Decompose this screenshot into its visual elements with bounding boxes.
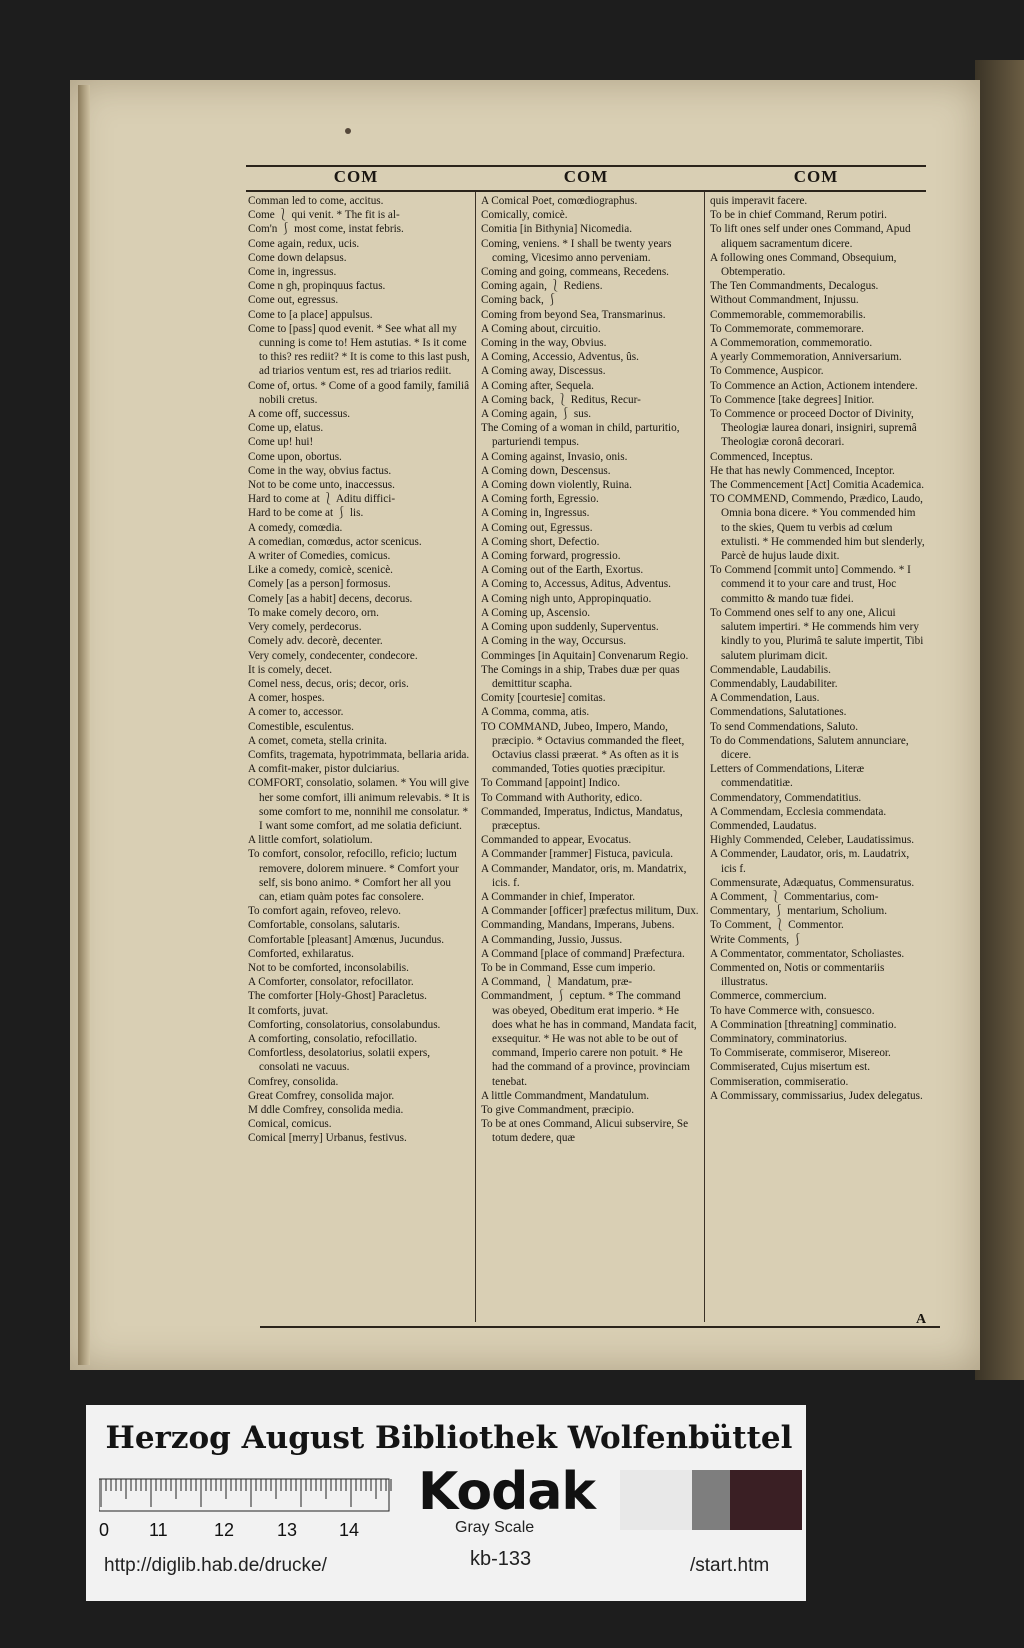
dictionary-entry: To be in Command, Esse cum imperio. — [481, 961, 656, 974]
dictionary-column-3 — [710, 194, 926, 1324]
dictionary-entry: Commenced, Inceptus. — [710, 450, 813, 463]
dictionary-entry: A Coming in, Ingressus. — [481, 507, 590, 520]
dictionary-entry: Letters of Commendations, Literæ commendatitiæ. — [710, 763, 865, 790]
dictionary-entry: To send Commendations, Saluto. — [710, 720, 859, 733]
dictionary-entry: A Coming up, Ascensio. — [481, 606, 591, 619]
dictionary-entry: Comfortable [pleasant] Amœnus, Jucundus. — [248, 933, 445, 946]
dictionary-entry: M ddle Comfrey, consolida media. — [248, 1104, 404, 1116]
ruler-number: 12 — [214, 1520, 235, 1540]
dictionary-entry: Coming again, ⎱ Rediens. — [481, 280, 603, 293]
shelfmark: kb-133 — [470, 1548, 532, 1570]
dictionary-entry: A comforting, consolatio, refocillatio. — [248, 1032, 418, 1045]
dictionary-entry: Come out, egressus. — [248, 294, 339, 307]
dictionary-entry: Comity [courtesie] comitas. — [481, 692, 606, 705]
dictionary-entry: Come ⎱ qui venit. * The fit is al- — [248, 209, 400, 222]
dictionary-entry: The Comings in a ship, Trabes duæ per quas demittitur scapha. — [481, 663, 680, 690]
dictionary-entry: A Commentator, commentator, Scholiastes. — [710, 947, 905, 960]
dictionary-entry: Commiserated, Cujus misertum est. — [710, 1061, 871, 1074]
dictionary-entry: To Commence [take degrees] Initior. — [710, 393, 875, 406]
dictionary-entry: To comfort, consolor, refocillo, reficio; luctum removere, dolorem minuere. * Comfort your self, sis bono animo. * Comfort her all you can, etiam quàm potes fac consolere. — [248, 848, 459, 903]
dictionary-entry: Come upon, obortus. — [248, 450, 342, 463]
measurement-ruler — [99, 1475, 399, 1513]
kodak-logo: Kodak — [418, 1462, 595, 1522]
dictionary-entry: A Coming down, Descensus. — [481, 464, 611, 477]
dictionary-entry: Like a comedy, comicè, scenicè. — [248, 564, 393, 577]
dictionary-entry: A writer of Comedies, comicus. — [248, 550, 391, 563]
dictionary-entry: quis imperavit facere. — [710, 195, 808, 207]
dictionary-entry: It comforts, juvat. — [248, 1004, 329, 1017]
signature-mark: A — [916, 1312, 927, 1327]
dictionary-entry: Comestible, esculentus. — [248, 720, 354, 733]
dictionary-entry: To lift ones self under ones Command, Apud aliquem sacramentum dicere. — [710, 223, 911, 250]
dictionary-entry: A comedy, comœdia. — [248, 521, 343, 534]
dictionary-entry: To Commence, Auspicor. — [710, 365, 824, 378]
dictionary-column-1 — [248, 194, 470, 1324]
page-speck — [345, 128, 351, 134]
dictionary-entry: To have Commerce with, consuesco. — [710, 1004, 875, 1017]
ruler-number: 0 — [99, 1520, 110, 1540]
archive-url: http://diglib.hab.de/drucke/ — [104, 1555, 327, 1576]
dictionary-entry: A Comforter, consolator, refocillator. — [248, 976, 414, 989]
dictionary-entry: A Comical Poet, comœdiographus. — [481, 195, 638, 207]
dictionary-column-2 — [481, 194, 699, 1324]
dictionary-entry: Commensurate, Adæquatus, Commensuratus. — [710, 876, 915, 889]
dictionary-entry: A Coming to, Accessus, Aditus, Adventus. — [481, 578, 671, 591]
dictionary-entry: A Coming in the way, Occursus. — [481, 635, 627, 648]
dictionary-entry: Comminatory, comminatorius. — [710, 1032, 847, 1045]
dictionary-entry: To Commiserate, commiseror, Misereor. — [710, 1047, 891, 1060]
dictionary-entry: A yearly Commemoration, Anniversarium. — [710, 351, 902, 364]
dictionary-entry: A Coming upon suddenly, Superventus. — [481, 621, 659, 634]
dictionary-entry: Hard to come at ⎱ Aditu diffici- — [248, 493, 396, 506]
dictionary-entry: Comically, comicè. — [481, 209, 568, 222]
dictionary-entry: Comitia [in Bithynia] Nicomedia. — [481, 223, 633, 236]
dictionary-entry: Commerce, commercium. — [710, 990, 827, 1003]
dictionary-entry: Come of, ortus. * Come of a good family, familiâ nobili cretus. — [248, 379, 470, 406]
dictionary-entry: A Coming after, Sequela. — [481, 379, 594, 392]
dictionary-entry: He that has newly Commenced, Inceptor. — [710, 464, 895, 477]
dictionary-entry: A Coming short, Defectio. — [481, 535, 600, 548]
dictionary-entry: A Coming again, ⎰ sus. — [481, 408, 592, 421]
dictionary-entry: A Comma, comma, atis. — [481, 706, 590, 719]
dictionary-entry: The Ten Commandments, Decalogus. — [710, 280, 879, 293]
dictionary-entry: Come up! hui! — [248, 436, 314, 449]
dictionary-entry: A Commissary, commissarius, Judex delegatus. — [710, 1089, 923, 1102]
dictionary-entry: Comminges [in Aquitain] Convenarum Regio. — [481, 649, 689, 662]
dictionary-entry: Commendations, Salutationes. — [710, 706, 847, 719]
dictionary-entry: A Commander, Mandator, oris, m. Mandatrix, icis. f. — [481, 862, 687, 889]
dictionary-entry: Comfits, tragemata, hypotrimmata, bellaria arida. — [248, 748, 470, 761]
dictionary-entry: Comforted, exhilaratus. — [248, 947, 354, 960]
gray-swatch-dark — [730, 1470, 802, 1530]
dictionary-entry: Very comely, perdecorus. — [248, 621, 362, 634]
dictionary-entry: A Commander in chief, Imperator. — [481, 890, 636, 903]
dictionary-entry: A comet, cometa, stella crinita. — [248, 734, 387, 747]
dictionary-entry: Comfrey, consolida. — [248, 1075, 339, 1088]
dictionary-entry: Comforting, consolatorius, consolabundus. — [248, 1018, 441, 1031]
dictionary-entry: Commented on, Notis or commentariis illustratus. — [710, 961, 885, 989]
dictionary-entry: A Commemoration, commemoratio. — [710, 337, 873, 350]
ruler-number: 11 — [149, 1520, 168, 1540]
dictionary-entry: TO COMMAND, Jubeo, Impero, Mando, præcipio. * Octavius commanded the fleet, Octavius classi præerat. * As often as it is commanded, Toties quoties præcipitur. — [481, 720, 685, 776]
dictionary-entry: Coming in the way, Obvius. — [481, 337, 607, 350]
dictionary-entry: Commiseration, commiseratio. — [710, 1075, 849, 1088]
dictionary-entry: A comer, hospes. — [248, 692, 325, 705]
library-name: Herzog August Bibliothek Wolfenbüttel — [105, 1420, 793, 1456]
dictionary-entry: To Commend [commit unto] Commendo. * I commend it to your care and trust, Hoc committo & mando tuæ fidei. — [710, 564, 911, 605]
gray-scale-label: Gray Scale — [455, 1519, 535, 1536]
dictionary-entry: Comfortless, desolatorius, solatii expers, consolati ne vacuus. — [248, 1047, 431, 1074]
dictionary-entry: The Commencement [Act] Comitia Academica. — [710, 479, 925, 492]
header-col2: COM — [563, 167, 609, 186]
dictionary-entry: A Command, ⎱ Mandatum, præ- — [481, 976, 633, 989]
ruler-number: 14 — [339, 1520, 360, 1540]
dictionary-entry: A Coming out, Egressus. — [481, 521, 593, 534]
dictionary-entry: A Coming forth, Egressio. — [481, 493, 599, 506]
dictionary-entry: Comely adv. decorè, decenter. — [248, 635, 383, 648]
dictionary-entry: COMFORT, consolatio, solamen. * You will give her some comfort, illi animum relevabis. * It is some comfort to me, nonnihil me consolatur. * I want some comfort, ad me solatia deficiunt. — [248, 777, 470, 832]
dictionary-entry: Commemorable, commemorabilis. — [710, 308, 866, 321]
dictionary-entry: Come down delapsus. — [248, 251, 347, 264]
dictionary-entry: Come n gh, propinquus factus. — [248, 280, 386, 293]
dictionary-entry: Com'n ⎰ most come, instat febris. — [248, 223, 404, 236]
column-rule — [475, 192, 476, 1322]
dictionary-entry: A comedian, comœdus, actor scenicus. — [248, 535, 422, 548]
dictionary-entry: A Commanding, Jussio, Jussus. — [481, 933, 623, 946]
dictionary-entry: Commendatory, Commendatitius. — [710, 791, 862, 804]
dictionary-entry: A Coming, Accessio, Adventus, ûs. — [481, 351, 639, 364]
ruler-number: 13 — [277, 1520, 298, 1540]
dictionary-entry: A Coming about, circuitio. — [481, 322, 601, 335]
dictionary-entry: A Commander [officer] præfectus militum, Dux. — [481, 905, 699, 918]
facing-page-edge — [975, 60, 1024, 1380]
dictionary-entry: A Comment, ⎱ Commentarius, com- — [710, 890, 879, 903]
dictionary-entry: Coming from beyond Sea, Transmarinus. — [481, 308, 666, 321]
dictionary-entry: To Commence or proceed Doctor of Divinity, Theologiæ laurea donari, insigniri, supremâ Theologiæ coronâ decorari. — [710, 408, 917, 449]
dictionary-entry: To give Commandment, præcipio. — [481, 1104, 635, 1116]
dictionary-entry: A come off, successus. — [248, 408, 351, 421]
dictionary-entry: The Coming of a woman in child, parturitio, parturiendi tempus. — [481, 422, 680, 449]
dictionary-entry: Come up, elatus. — [248, 422, 324, 435]
dictionary-entry: A Coming down violently, Ruina. — [481, 479, 632, 492]
dictionary-entry: A comfit-maker, pistor dulciarius. — [248, 763, 400, 776]
dictionary-entry: Commendable, Laudabilis. — [710, 663, 831, 676]
dictionary-entry: A Coming nigh unto, Appropinquatio. — [481, 592, 652, 605]
dictionary-entry: Commendably, Laudabiliter. — [710, 677, 838, 690]
header-col3: COM — [793, 167, 839, 186]
dictionary-entry: To be in chief Command, Rerum potiri. — [710, 209, 887, 222]
dictionary-entry: Great Comfrey, consolida major. — [248, 1089, 395, 1102]
dictionary-entry: Commanded, Imperatus, Indictus, Mandatus, præceptus. — [481, 805, 683, 832]
dictionary-entry: Without Commandment, Injussu. — [710, 294, 859, 307]
header-col1: COM — [333, 167, 379, 186]
dictionary-entry: Come in, ingressus. — [248, 266, 337, 279]
dictionary-entry: The comforter [Holy-Ghost] Paracletus. — [248, 990, 427, 1003]
dictionary-entry: To Comment, ⎱ Commentor. — [710, 919, 844, 932]
column-rule — [704, 192, 705, 1322]
dictionary-entry: Commended, Laudatus. — [710, 819, 817, 832]
dictionary-entry: Come again, redux, ucis. — [248, 237, 360, 250]
dictionary-entry: TO COMMEND, Commendo, Prædico, Laudo, Omnia bona dicere. * You commended him to the skies, Quem tu verbis ad cœlum extulisti. * He commended him but slenderly, Parcè de hujus laude dixit. — [710, 493, 925, 563]
dictionary-entry: A Commination [threatning] comminatio. — [710, 1018, 897, 1031]
gray-swatch-mid — [692, 1470, 730, 1530]
dictionary-entry: A Coming back, ⎱ Reditus, Recur- — [481, 393, 641, 406]
dictionary-entry: A following ones Command, Obsequium, Obtemperatio. — [710, 251, 897, 279]
dictionary-entry: A Command [place of command] Præfectura. — [481, 947, 685, 960]
dictionary-entry: Commentary, ⎰ mentarium, Scholium. — [710, 905, 888, 918]
gray-swatch-light — [620, 1470, 692, 1530]
ruler-numbers — [99, 1520, 399, 1542]
dictionary-entry: A Commendation, Laus. — [710, 692, 820, 705]
dictionary-entry: Come to [pass] quod evenit. * See what all my cunning is come to! Hem astutias. * Is it come to this? res rediit? * It is come to this last push, ad triarios ventum est, res ad triarios rediit. — [248, 322, 470, 378]
dictionary-entry: A little Commandment, Mandatulum. — [481, 1089, 650, 1102]
dictionary-entry: A Coming forward, progressio. — [481, 550, 621, 563]
dictionary-entry: To be at ones Command, Alicui subservire, Se totum dedere, quæ — [481, 1118, 689, 1145]
running-header — [246, 165, 926, 191]
page-gutter — [78, 85, 90, 1365]
dictionary-entry: A Coming away, Discessus. — [481, 365, 606, 378]
dictionary-entry: A Coming against, Invasio, onis. — [481, 450, 628, 463]
dictionary-entry: To comfort again, refoveo, relevo. — [248, 905, 401, 918]
dictionary-entry: Coming and going, commeans, Recedens. — [481, 266, 669, 279]
dictionary-entry: To Command [appoint] Indico. — [481, 777, 621, 790]
dictionary-entry: A comer to, accessor. — [248, 706, 344, 719]
url-suffix: /start.htm — [690, 1555, 770, 1576]
dictionary-entry: It is comely, decet. — [248, 663, 333, 676]
dictionary-entry: To Commemorate, commemorare. — [710, 322, 864, 335]
dictionary-entry: Commanding, Mandans, Imperans, Jubens. — [481, 919, 675, 932]
dictionary-entry: Comel ness, decus, oris; decor, oris. — [248, 677, 409, 690]
dictionary-entry: To Commend ones self to any one, Alicui salutem impertiri. * He commends him very kindly to you, Plurimâ te salute impertit, Tibi salutem plurimam dicit. — [710, 606, 924, 662]
dictionary-entry: Hard to be come at ⎰ lis. — [248, 507, 364, 520]
dictionary-entry: Comman led to come, accitus. — [248, 195, 384, 207]
dictionary-entry: A Coming out of the Earth, Exortus. — [481, 564, 644, 577]
dictionary-entry: Coming, veniens. * I shall be twenty years coming, Vicesimo anno perveniam. — [481, 237, 672, 264]
header-rule — [246, 190, 926, 192]
dictionary-entry: To Commence an Action, Actionem intendere. — [710, 379, 918, 392]
dictionary-entry: Comical, comicus. — [248, 1118, 332, 1131]
dictionary-entry: Very comely, condecenter, condecore. — [248, 649, 418, 662]
dictionary-entry: A Commendam, Ecclesia commendata. — [710, 805, 887, 818]
dictionary-entry: To do Commendations, Salutem annunciare, dicere. — [710, 734, 909, 761]
dictionary-entry: Coming back, ⎰ — [481, 294, 558, 307]
dictionary-entry: Not to be come unto, inaccessus. — [248, 479, 395, 492]
dictionary-entry: Not to be comforted, inconsolabilis. — [248, 961, 409, 974]
dictionary-entry: Commanded to appear, Evocatus. — [481, 834, 632, 847]
dictionary-entry: A Commender, Laudator, oris, m. Laudatrix, icis f. — [710, 848, 910, 875]
dictionary-entry: Highly Commended, Celeber, Laudatissimus. — [710, 834, 915, 847]
dictionary-entry: Come to [a place] appulsus. — [248, 308, 373, 321]
dictionary-entry: Comfortable, consolans, salutaris. — [248, 919, 400, 932]
dictionary-entry: Comical [merry] Urbanus, festivus. — [248, 1132, 407, 1145]
dictionary-entry: To make comely decoro, orn. — [248, 606, 379, 619]
dictionary-entry: A little comfort, solatiolum. — [248, 834, 373, 847]
dictionary-entry: Commandment, ⎰ ceptum. * The command was obeyed, Obeditum erat imperio. * He does what he has in command, Mandata facit, exsequitur. * He was not able to be out of command, Imperio carere non potuit. * He had the command of a province, provinciam tenebat. — [481, 990, 697, 1088]
dictionary-entry: Come in the way, obvius factus. — [248, 464, 392, 477]
dictionary-entry: Comely [as a habit] decens, decorus. — [248, 592, 413, 605]
dictionary-entry: A Commander [rammer] Fistuca, pavicula. — [481, 848, 673, 861]
dictionary-entry: To Command with Authority, edico. — [481, 791, 643, 804]
dictionary-entry: Write Comments, ⎰ — [710, 933, 804, 946]
bottom-rule — [260, 1326, 940, 1328]
dictionary-entry: Comely [as a person] formosus. — [248, 578, 391, 591]
